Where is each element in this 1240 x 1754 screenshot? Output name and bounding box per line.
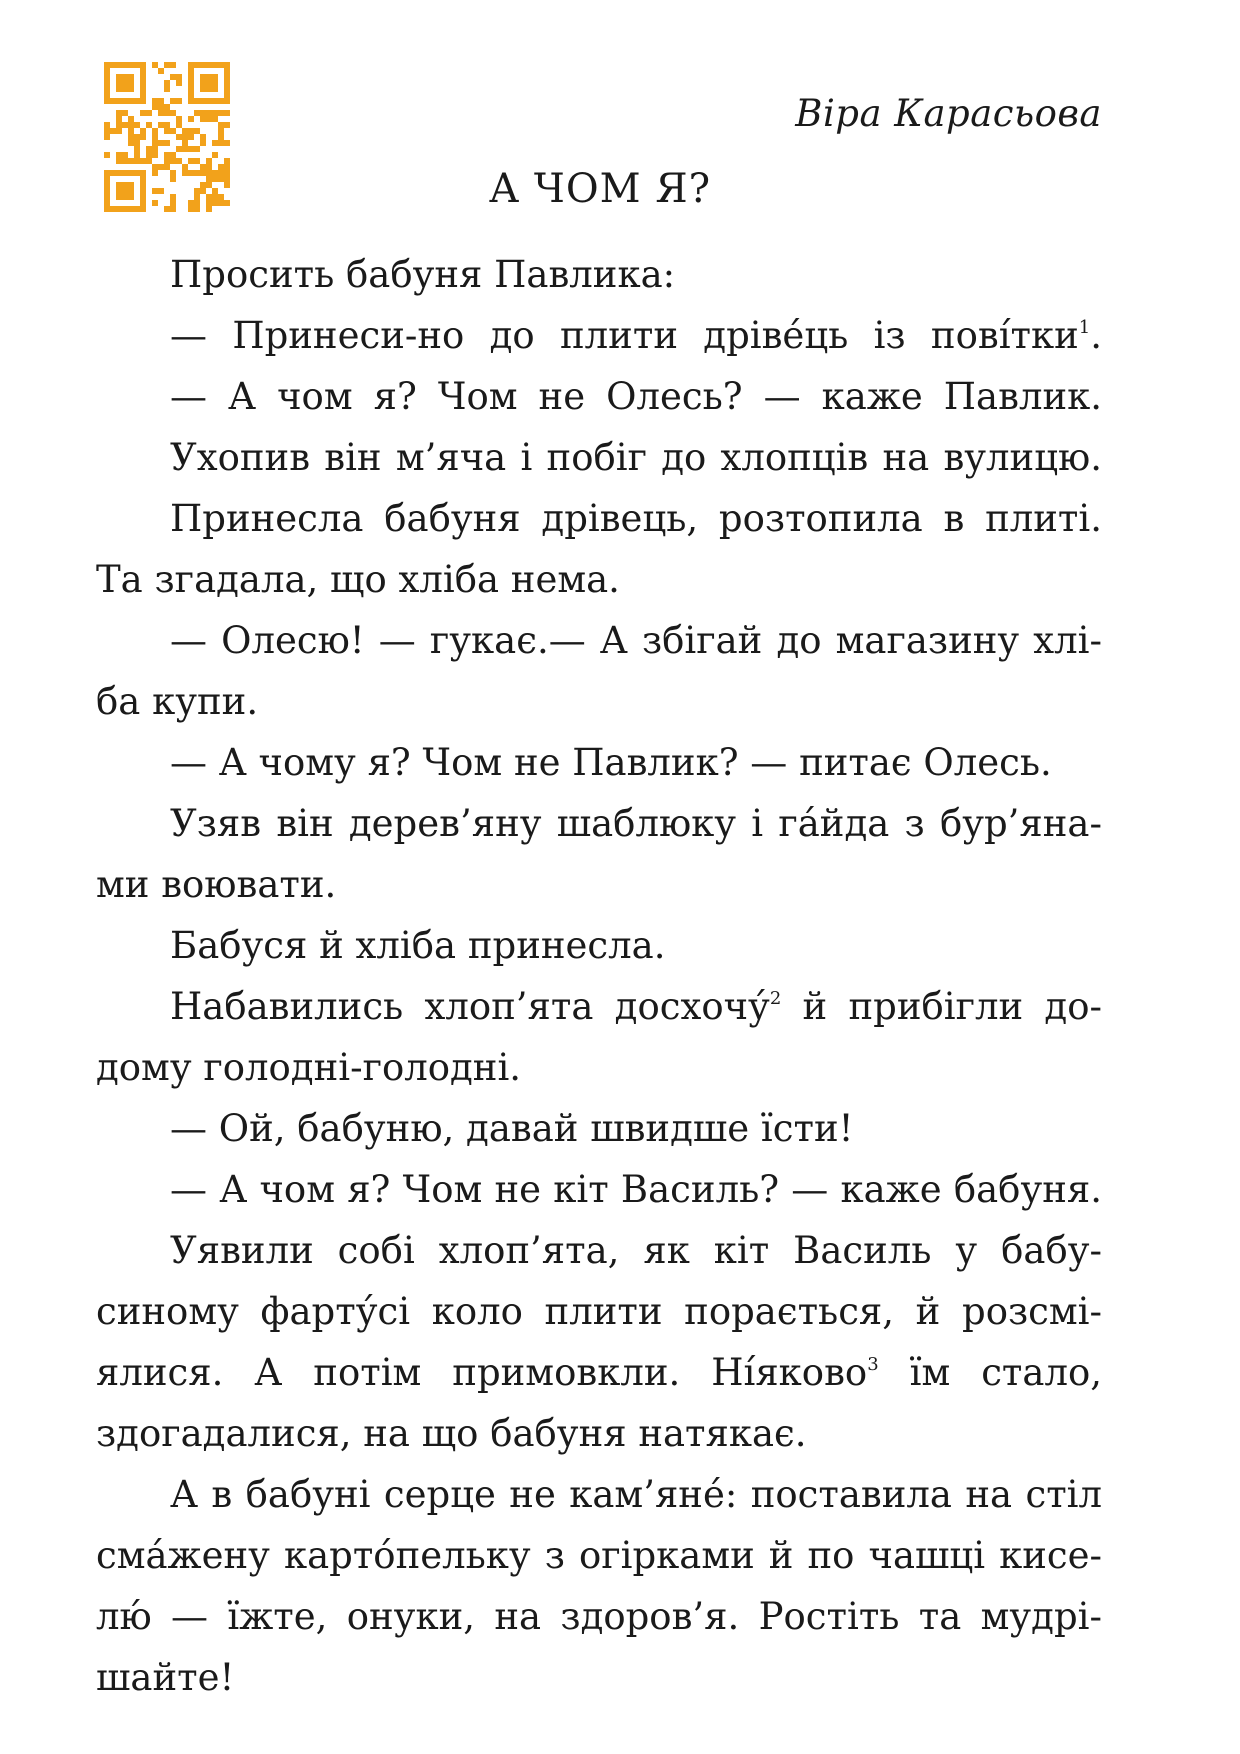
- text-line: [96, 305, 1102, 366]
- text-line: шайте!: [96, 1656, 235, 1699]
- text-line: синому фарту́сі коло плити порається, й розсмі-: [96, 1290, 1102, 1333]
- text-line: ба купи.: [96, 680, 259, 723]
- text-line: Уявили собі хлоп’ята, як кіт Василь у бабу-: [170, 1229, 1102, 1272]
- text-line: Просить бабуня Павлика:: [170, 253, 676, 296]
- text-line: [96, 1342, 1102, 1403]
- text-line: Бабуся й хліба принесла.: [170, 924, 666, 967]
- footnote-mark-1: 1: [1078, 317, 1091, 338]
- text-line: лю́ — їжте, онуки, на здоров’я. Ростіть та мудрі-: [96, 1595, 1102, 1638]
- footnote-mark-3: 3: [867, 1354, 879, 1375]
- text-fragment: Набавились хлоп’ята досхочу́: [170, 985, 770, 1028]
- text-fragment: їм стало,: [878, 1351, 1103, 1394]
- text-line: — Ой, бабуню, давай швидше їсти!: [170, 1107, 854, 1150]
- text-line: дому голодні-голодні.: [96, 1046, 522, 1089]
- text-line: ми воювати.: [96, 863, 337, 906]
- text-line: Та згадала, що хліба нема.: [96, 558, 620, 601]
- text-fragment: ялися. А потім примовкли. Ні́яково: [96, 1351, 868, 1394]
- text-line: — А чом я? Чом не Олесь? — каже Павлик.: [170, 375, 1102, 418]
- text-line: сма́жену карто́пельку з огірками й по чашці кисе-: [96, 1534, 1102, 1577]
- text-line: — А чому я? Чом не Павлик? — питає Олесь.: [170, 741, 1052, 784]
- text-line: здогадалися, на що бабуня натякає.: [96, 1412, 807, 1455]
- footnote-mark-2: 2: [769, 988, 782, 1009]
- text-line: А в бабуні серце не кам’яне́: поставила на стіл: [170, 1473, 1102, 1516]
- text-fragment: — Принеси-но до плити дріве́ць із пові́тки: [170, 314, 1079, 357]
- story-text: [96, 244, 1102, 1708]
- text-line: Узяв він дерев’яну шаблюку і га́йда з бур’яна-: [170, 802, 1102, 845]
- text-line: — Олесю! — гукає.— А збігай до магазину хлі-: [170, 619, 1102, 662]
- text-fragment: й прибігли до-: [781, 985, 1102, 1028]
- text-line: Принесла бабуня дрівець, розтопила в плиті.: [170, 497, 1102, 540]
- story-title: А ЧОМ Я?: [488, 166, 712, 212]
- text-fragment: .: [1090, 314, 1102, 357]
- author-name: Віра Карасьова: [795, 92, 1102, 135]
- text-line: — А чом я? Чом не кіт Василь? — каже бабуня.: [170, 1168, 1102, 1211]
- text-line: [96, 976, 1102, 1037]
- text-line: Ухопив він м’яча і побіг до хлопців на вулицю.: [170, 436, 1102, 479]
